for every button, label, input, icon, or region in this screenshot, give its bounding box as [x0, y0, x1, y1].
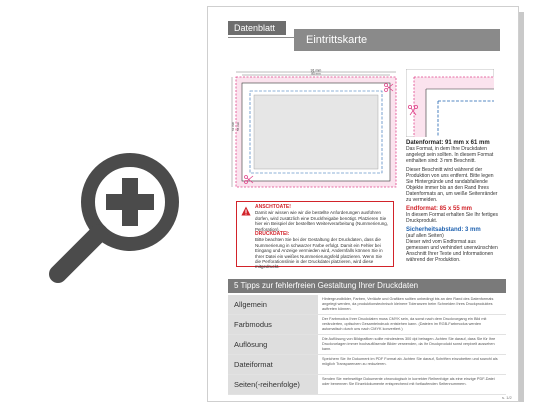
cut-text: Dieser Beschnitt wird während der Produktion von uns entfernt. Bitte legen Sie Hintergründe und randabfallende Objekte immer bis an den Rand Ihres Datenformats an, um weiße Seitenränder zu vermeiden.	[406, 167, 498, 203]
tip-key: Auflösung	[228, 335, 318, 354]
page-number: s. 1/2	[502, 395, 512, 400]
tips-heading: 5 Tipps zur fehlerfreien Gestaltung Ihrer Druckdaten	[228, 279, 506, 293]
safe-distance-text: Dieser wird vom Endformat aus gemessen und verhindert unerwünschten Anschnitt Ihrer Texte und Informationen während der Produktion.	[406, 239, 498, 263]
format-diagram	[230, 69, 400, 197]
tip-row	[228, 375, 506, 395]
safe-distance-heading: Sicherheitsabstand: 3 mm	[406, 227, 481, 233]
tip-row	[228, 355, 506, 375]
tip-row	[228, 295, 506, 315]
tip-text: Senden Sie mehrseitige Dokumente chronologisch in korrekter Reihenfolge als eine einzige PDF-Datei oder benennen Sie Einzeldokumente entsprechend mit fortlaufenden Seitennummern.	[322, 377, 495, 386]
dim-height-inner: 55 mm	[236, 121, 240, 131]
tip-text: Der Farbmodus Ihrer Druckdaten muss CMYK sein, da sonst nach dem Druckvorgang ein Bild mit veränderten, optischen Gesamteindruck entstehen kann. (Dateien im RGB-Farbmodus werden automatisch durch uns nach CMYK konvertiert.)	[322, 317, 487, 331]
tips-table	[228, 295, 506, 395]
note-text-1: Damit wir wissen wie wir die bestellte Anforderungen ausführen dürfen, wird zusätzlich eine Druckfreigabe benötigt. Platzieren Sie hier ein Beispiel der bestellten Weiterverarbeitung (Nummerierung, Perforation).	[255, 210, 388, 232]
tip-text: Speichern Sie Ihr Dokument im PDF Format ab. Achten Sie darauf, Schriften einzubetten und sowohl als möglich Transparenzen zu reduzieren.	[322, 357, 498, 366]
tip-key: Seiten(-reihenfolge)	[228, 375, 318, 394]
print-note-box	[236, 201, 394, 270]
tip-row	[228, 315, 506, 335]
note-title-1: ANSCHTOATE!	[255, 204, 291, 210]
format-text: Das Format, in dem Ihre Druckdaten angelegt sein sollten. In diesem Format enthalten sind: 3 mm Beschnitt.	[406, 146, 494, 164]
end-format-heading: Endformat: 85 x 55 mm	[406, 206, 473, 212]
tip-key: Dateiformat	[228, 355, 318, 374]
tip-text: Hintergrundbilder, Farben, Verläufe und Grafiken sollten unbedingt bis an den Rand des Datenformats angelegt werden, da produktionstechnisch kleinere Toleranzen beim Schneiden Ihres Druckproduktes auftreten können.	[322, 297, 494, 311]
safe-distance-sub: (auf allen Seiten)	[406, 233, 444, 239]
format-info	[406, 140, 498, 266]
corner-detail-diagram	[406, 69, 494, 137]
warning-icon	[241, 206, 251, 216]
tip-key: Farbmodus	[228, 315, 318, 334]
dim-width-inner: 85 mm	[311, 71, 321, 76]
tip-text: Die Auflösung von Bildgrafiken sollte mindestens 300 dpi betragen. Achten Sie darauf, dass Sie für Ihre Druckvorlagen immer hochauflösende Bilder verwenden, da Ihr Druckprodukt sonst verpixelt aussehen kann.	[322, 337, 496, 351]
dim-width: 91 mm	[310, 69, 322, 73]
datasheet-page[interactable]	[207, 6, 519, 402]
format-heading: Datenformat: 91 mm x 61 mm	[406, 140, 490, 146]
page-title: Eintrittskarte	[294, 29, 500, 51]
tip-row	[228, 335, 506, 355]
zoom-in-icon[interactable]	[44, 140, 194, 290]
end-format-text: In diesem Format erhalten Sie Ihr fertiges Druckprodukt.	[406, 212, 498, 224]
note-title-2: DRUCKDATEI:	[255, 231, 290, 238]
dim-height: 61 mm	[231, 121, 235, 131]
tip-key: Allgemein	[228, 295, 318, 314]
note-text-2: Bitte beachten Sie bei der Gestaltung der Druckdaten, dass die Nummerierung in schwarzer Farbe erfolgt. Damit ein Fehler bei Eingang und Anzeige vermieden wird, Andernfalls können Sie in Ihrer Datei ein weißes Nummerierungsfeld platzieren. Wenn Sie die Perforationslinie in der Druckdatei platzieren, wird diese mitgedruckt.	[255, 237, 383, 270]
datasheet-tag: Datenblatt	[228, 21, 286, 35]
